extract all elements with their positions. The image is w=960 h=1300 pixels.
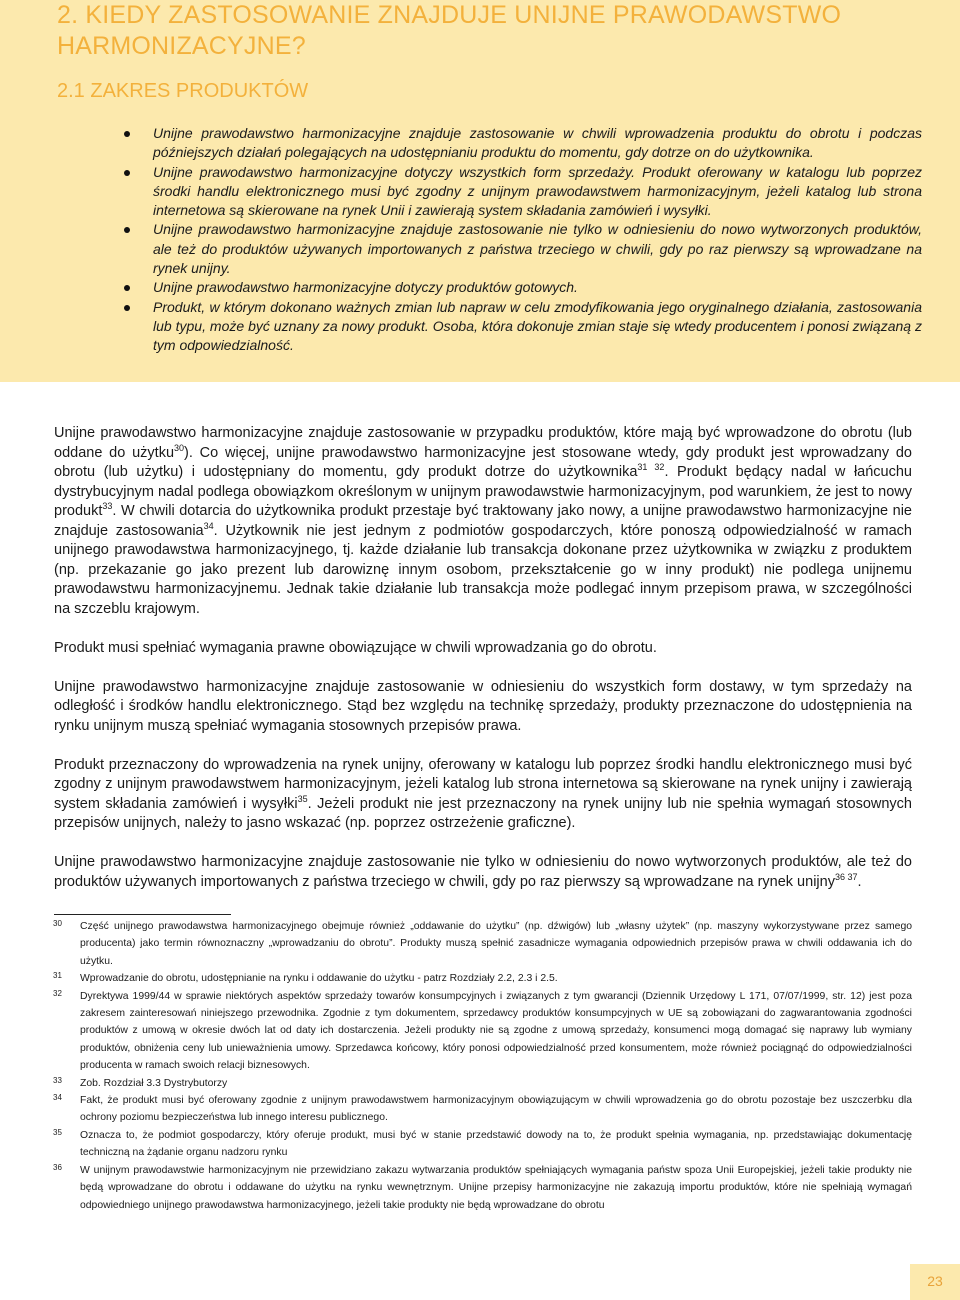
footnote-item: 35 Oznacza to, że podmiot gospodarczy, który oferuje produkt, musi być w stanie przedstawić dowody na to, że produkt spełnia wymagania, np. przedstawiając dokumentację techniczną na żądanie organu nadzoru rynku xyxy=(0,1127,912,1162)
body-text xyxy=(54,424,912,912)
section-title: 2. KIEDY ZASTOSOWANIE ZNAJDUJE UNIJNE PRAWODAWSTWO HARMONIZACYJNE? xyxy=(57,1,842,60)
footnote-item: 32 Dyrektywa 1999/44 w sprawie niektórych aspektów sprzedaży towarów konsumpcyjnych i związanych z tym gwarancji (Dziennik Urzędowy L 171, 07/07/1999, str. 12) jest poza zakresem zainteresowań niniejszego przewodnika. Zgodnie z tym dokumentem, sprzedawcy produktów konsumpcyjnych w UE są zobowiązani do zagwarantowania zgodności produktów z umową w okresie dwóch lat od daty ich dostarczenia. Jeżeli produkty nie są zgodne z umową sprzedaży, konsumenci mogą domagać się naprawy lub wymiany produktów, obniżenia ceny lub unieważnienia umowy. Sprzedawca końcowy, który ponosi odpowiedzialność przed konsumentem, może również pociągnąć do odpowiedzialności producenta w ramach swoich relacji biznesowych. xyxy=(0,988,912,1075)
footnote-ref[interactable]: 30 xyxy=(174,442,185,453)
bullet-dot-icon xyxy=(124,285,130,291)
bullet-item: Unijne prawodawstwo harmonizacyjne dotyczy produktów gotowych. xyxy=(0,278,960,297)
paragraph: Produkt przeznaczony do wprowadzenia na rynek unijny, oferowany w katalogu lub poprzez środki handlu elektronicznego musi być zgodny z unijnym prawodawstwem harmonizacyjnym, jeżeli katalog lub strona internetowa są skierowane na rynek unijny i zawierają system składania zamówień i wysyłki$^{35}$. Jeżeli produkt nie jest przeznaczony na rynek unijny lub nie spełnia wymagań stosownych przepisów unijnych, należy to jasno wskazać (np. poprzez ostrzeżenie graficzne). xyxy=(54,756,912,831)
paragraph: Unijne prawodawstwo harmonizacyjne znajduje zastosowanie w przypadku produktów, które mają być wprowadzone do obrotu (lub oddane do użytku$^{30}$). Co więcej, unijne prawodawstwo harmonizacyjne jest stosowane wtedy, gdy produkt jest wprowadzany do obrotu (lub użytku) i udostępniany do momentu, gdy produkt dotrze do użytkownika$^{31 32}$. Produkt będący nadal w łańcuchu dystrybucyjnym nadal podlega obowiązkom określonym w unijnym prawodawstwie harmonizacyjnym, pod warunkiem, że jest to nowy produkt$^{33}$. W chwili dotarcia do użytkownika produkt przestaje być traktowany jako nowy, a unijne prawodawstwo harmonizacyjne nie znajduje zastosowania$^{34}$. Użytkownik nie jest jednym z podmiotów gospodarczych, które ponoszą odpowiedzialność w ramach unijnego prawodawstwa harmonizacyjnego, tj. każde działanie lub transakcja dokonane przez użytkownika w związku z produktem (np. przekazanie go jako prezent lub darowiznę innym osobom, przekształcenie go w inny produkt) nie podlega unijnemu prawodawstwu harmonizacyjnemu. Jednak takie działanie lub transakcja może podlegać innym przepisom prawa, w szczególności na szczeblu krajowym. xyxy=(54,425,913,617)
footnote-number: 31 xyxy=(53,971,62,981)
paragraph: Unijne prawodawstwo harmonizacyjne znajduje zastosowanie w odniesieniu do wszystkich form dostawy, w tym sprzedaży na odległość i środków handlu elektronicznego. Stąd bez względu na technikę sprzedaży, produkty przeznaczone do udostępnienia na rynku unijnym muszą spełniać wymagania stosownych przepisów prawa. xyxy=(54,678,912,734)
footnote-ref[interactable]: 35 xyxy=(297,793,308,804)
bullet-item: Unijne prawodawstwo harmonizacyjne znajduje zastosowanie w chwili wprowadzenia produktu do obrotu i podczas późniejszych działań polegających na udostępnianiu produktu do momentu, gdy dotrze on do użytkownika. xyxy=(0,124,960,163)
footnote-separator xyxy=(54,914,231,915)
bullet-dot-icon xyxy=(124,131,130,137)
footnote-ref[interactable]: 31 32 xyxy=(637,462,665,473)
page-number-box xyxy=(910,1264,960,1300)
footnotes xyxy=(0,918,960,1214)
footnote-item: 33 Zob. Rozdział 3.3 Dystrybutorzy xyxy=(0,1075,912,1092)
bullet-item: Unijne prawodawstwo harmonizacyjne dotyczy wszystkich form sprzedaży. Produkt oferowany w katalogu lub poprzez środki handlu elektronicznego musi być zgodny z unijnym prawodawstwem harmonizacyjnym, jeżeli katalog lub strona internetowa są skierowane na rynek Unii i zawierają system składania zamówień i wysyłki. xyxy=(0,163,960,221)
footnote-ref[interactable]: 34 xyxy=(203,520,214,531)
footnote-number: 36 xyxy=(53,1162,62,1172)
footnote-item: 31 Wprowadzanie do obrotu, udostępnianie na rynku i oddawanie do użytku - patrz Rozdziały 2.2, 2.3 i 2.5. xyxy=(0,970,912,987)
bullet-dot-icon xyxy=(124,305,130,311)
bullet-dot-icon xyxy=(124,170,130,176)
footnote-number: 30 xyxy=(53,919,62,928)
subsection-title: 2.1 ZAKRES PRODUKTÓW xyxy=(57,80,309,102)
footnote-item: 34 Fakt, że produkt musi być oferowany zgodnie z unijnym prawodawstwem harmonizacyjnym obowiązującym w chwili wprowadzenia go do obrotu pozostaje bez uszczerbku dla ochrony poziomu bezpieczeństwa lub innego interesu publicznego. xyxy=(0,1092,912,1127)
paragraph: Unijne prawodawstwo harmonizacyjne znajduje zastosowanie nie tylko w odniesieniu do nowo wytworzonych produktów, ale też do produktów używanych importowanych z państwa trzeciego w chwili, gdy po raz pierwszy są wprowadzane na rynek unijny$^{36 37}$. xyxy=(54,854,912,890)
summary-bullet-list xyxy=(0,124,960,356)
page-number: 23 xyxy=(927,1273,943,1289)
footnote-number: 32 xyxy=(53,988,62,998)
footnote-item: 30 Część unijnego prawodawstwa harmonizacyjnego obejmuje również „oddawanie do użytku” (np. dźwigów) lub „własny użytek” (np. maszyny wykorzystywane przez samego producenta) jako termin równoznaczny „wprowadzaniu do obrotu”. Produkty muszą spełnić zasadnicze wymagania odpowiednich przepisów prawa w chwili oddawania ich do użytku. xyxy=(0,918,912,970)
footnote-ref[interactable]: 36 37 xyxy=(834,871,858,882)
footnote-item: 36 W unijnym prawodawstwie harmonizacyjnym nie przewidziano zakazu wytwarzania produktów spełniających wymagania państw spoza Unii Europejskiej, jeżeli takie produkty nie będą wprowadzane do obrotu i oddawane do użytku na rynku wewnętrznym. Unijne przepisy harmonizacyjne nie zakazują importu produktów, które nie spełniają wymagań odpowiedniego unijnego prawodawstwa harmonizacyjnego, jeżeli takie produkty nie będą wprowadzane do obrotu xyxy=(0,1162,912,1214)
bullet-dot-icon xyxy=(124,227,130,233)
footnote-number: 33 xyxy=(53,1075,62,1085)
footnote-ref[interactable]: 33 xyxy=(102,501,113,512)
paragraph: Produkt musi spełniać wymagania prawne obowiązujące w chwili wprowadzania go do obrotu. xyxy=(54,639,657,656)
bullet-item: Unijne prawodawstwo harmonizacyjne znajduje zastosowanie nie tylko w odniesieniu do nowo wytworzonych produktów, ale też do produktów używanych importowanych z państwa trzeciego w chwili, gdy po raz pierwszy są wprowadzane na rynek unijny. xyxy=(0,220,960,278)
footnote-number: 34 xyxy=(53,1093,62,1103)
summary-box xyxy=(0,0,960,382)
footnote-number: 35 xyxy=(53,1127,62,1137)
bullet-item: Produkt, w którym dokonano ważnych zmian lub napraw w celu zmodyfikowania jego oryginalnego działania, zastosowania lub typu, może być uznany za nowy produkt. Osoba, która dokonuje zmian staje się wtedy producentem i ponosi związaną z tym odpowiedzialność. xyxy=(0,298,960,356)
